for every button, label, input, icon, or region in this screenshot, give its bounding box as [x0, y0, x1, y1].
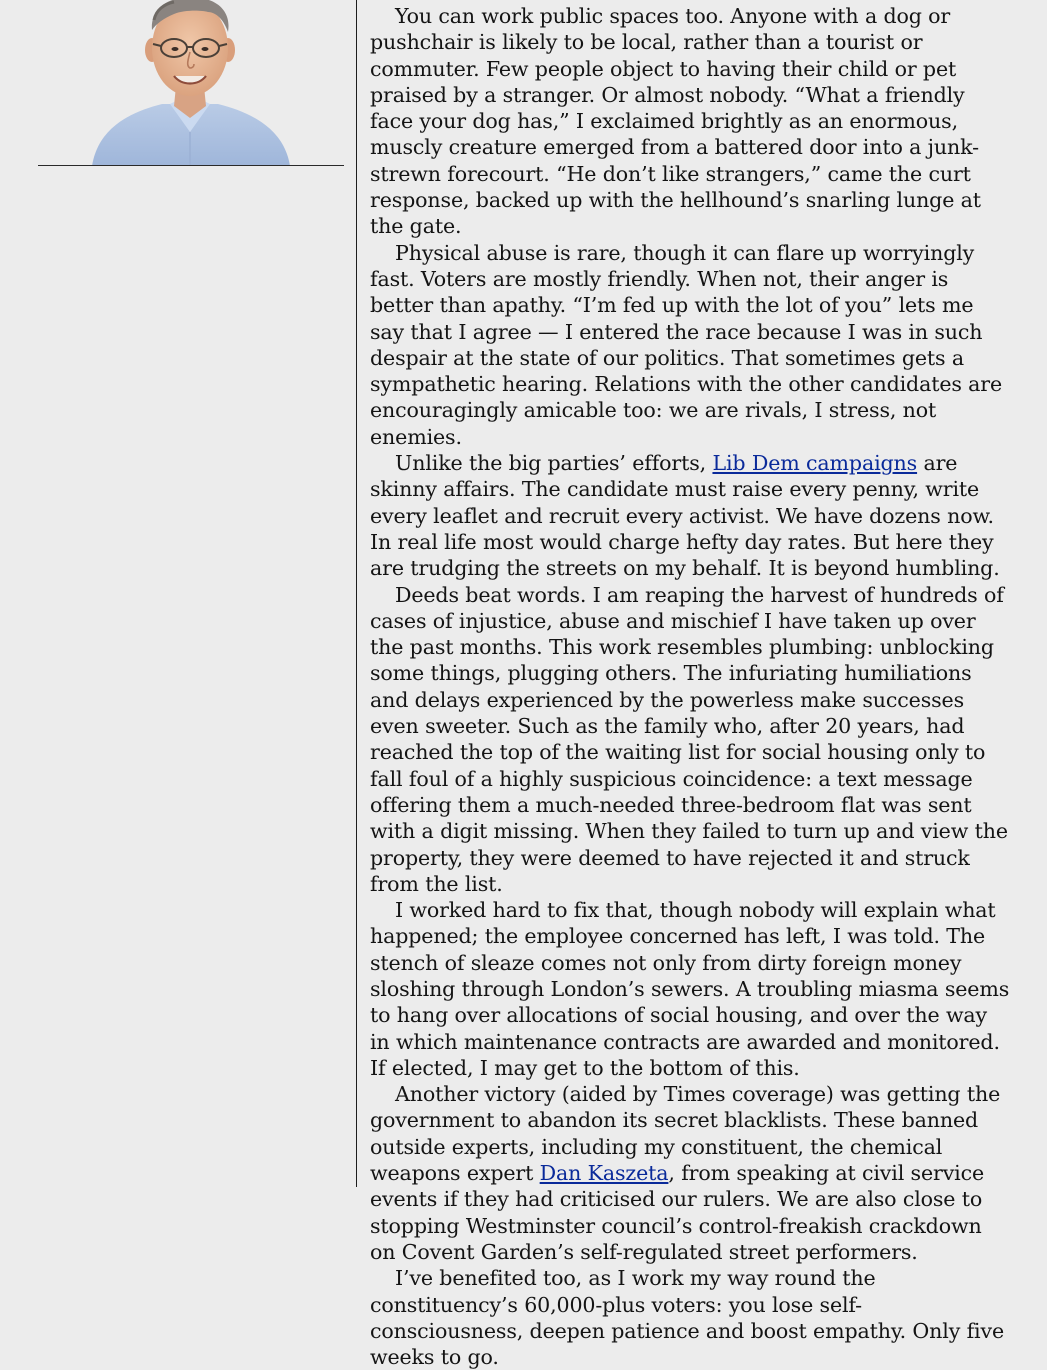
article-body [370, 3, 1010, 1370]
paragraph-text: , from speaking at civil service events if they had criticised our rulers. We are also close to stopping Westminster council’s control-freakish crackdown on Covent Garden’s self-regulated street performers. [370, 1161, 985, 1264]
paragraph: Deeds beat words. I am reaping the harvest of hundreds of cases of injustice, abuse and mischief I have taken up over the past months. This work resembles plumbing: unblocking some things, plugging others. The infuriating humiliations and delays experienced by the powerless make successes even sweeter. Such as the family who, after 20 years, had reached the top of the waiting list for social housing only to fall foul of a highly suspicious coincidence: a text message offering them a much-needed three-bedroom flat was sent with a digit missing. When they failed to turn up and view the property, they were deemed to have rejected it and struck from the list. [370, 582, 1008, 896]
paragraph [370, 1081, 1010, 1265]
column-divider [356, 0, 357, 1187]
paragraph: You can work public spaces too. Anyone with a dog or pushchair is likely to be local, rather than a tourist or commuter. Few people object to having their child or pet praised by a stranger. Or almost nobody. “What a friendly face your dog has,” I exclaimed brightly as an enormous, muscly creature emerged from a battered door into a junk-strewn forecourt. “He don’t like strangers,” came the curt response, backed up with the hellhound’s snarling lunge at the gate. [370, 4, 981, 239]
dan-kaszeta-link[interactable]: Dan Kaszeta [539, 1161, 669, 1186]
author-photo [90, 0, 290, 166]
author-portrait-image [90, 0, 290, 166]
portrait-divider [38, 165, 344, 166]
paragraph [370, 450, 1010, 581]
paragraph-text: Unlike the big parties’ efforts, [395, 451, 713, 476]
sidebar [0, 0, 356, 1200]
paragraph: I worked hard to fix that, though nobody will explain what happened; the employee concerned has left, I was told. The stench of sleaze comes not only from dirty foreign money sloshing through London’s sewers. A troubling miasma seems to hang over allocations of social housing, and over the way in which maintenance contracts are awarded and monitored. If elected, I may get to the bottom of this. [370, 898, 1010, 1080]
lib-dem-campaigns-link[interactable]: Lib Dem campaigns [712, 451, 918, 476]
paragraph-text: are skinny affairs. The candidate must raise every penny, write every leaflet and recruit every activist. We have dozens now. In real life most would charge hefty day rates. But here they are trudging the streets on my behalf. It is beyond humbling. [370, 451, 1000, 581]
paragraph: Physical abuse is rare, though it can flare up worryingly fast. Voters are mostly friendly. When not, their anger is better than apathy. “I’m fed up with the lot of you” lets me say that I agree — I entered the race because I was in such despair at the state of our politics. That sometimes gets a sympathetic hearing. Relations with the other candidates are encouragingly amicable too: we are rivals, I stress, not enemies. [370, 240, 1003, 449]
paragraph-text: Another victory (aided by Times coverage) was getting the government to abandon its secret blacklists. These banned outside experts, including my constituent, the chemical weapons expert [370, 1082, 1001, 1186]
paragraph: I’ve benefited too, as I work my way round the constituency’s 60,000-plus voters: you lose self-consciousness, deepen patience and boost empathy. Only five weeks to go. [370, 1266, 1005, 1370]
